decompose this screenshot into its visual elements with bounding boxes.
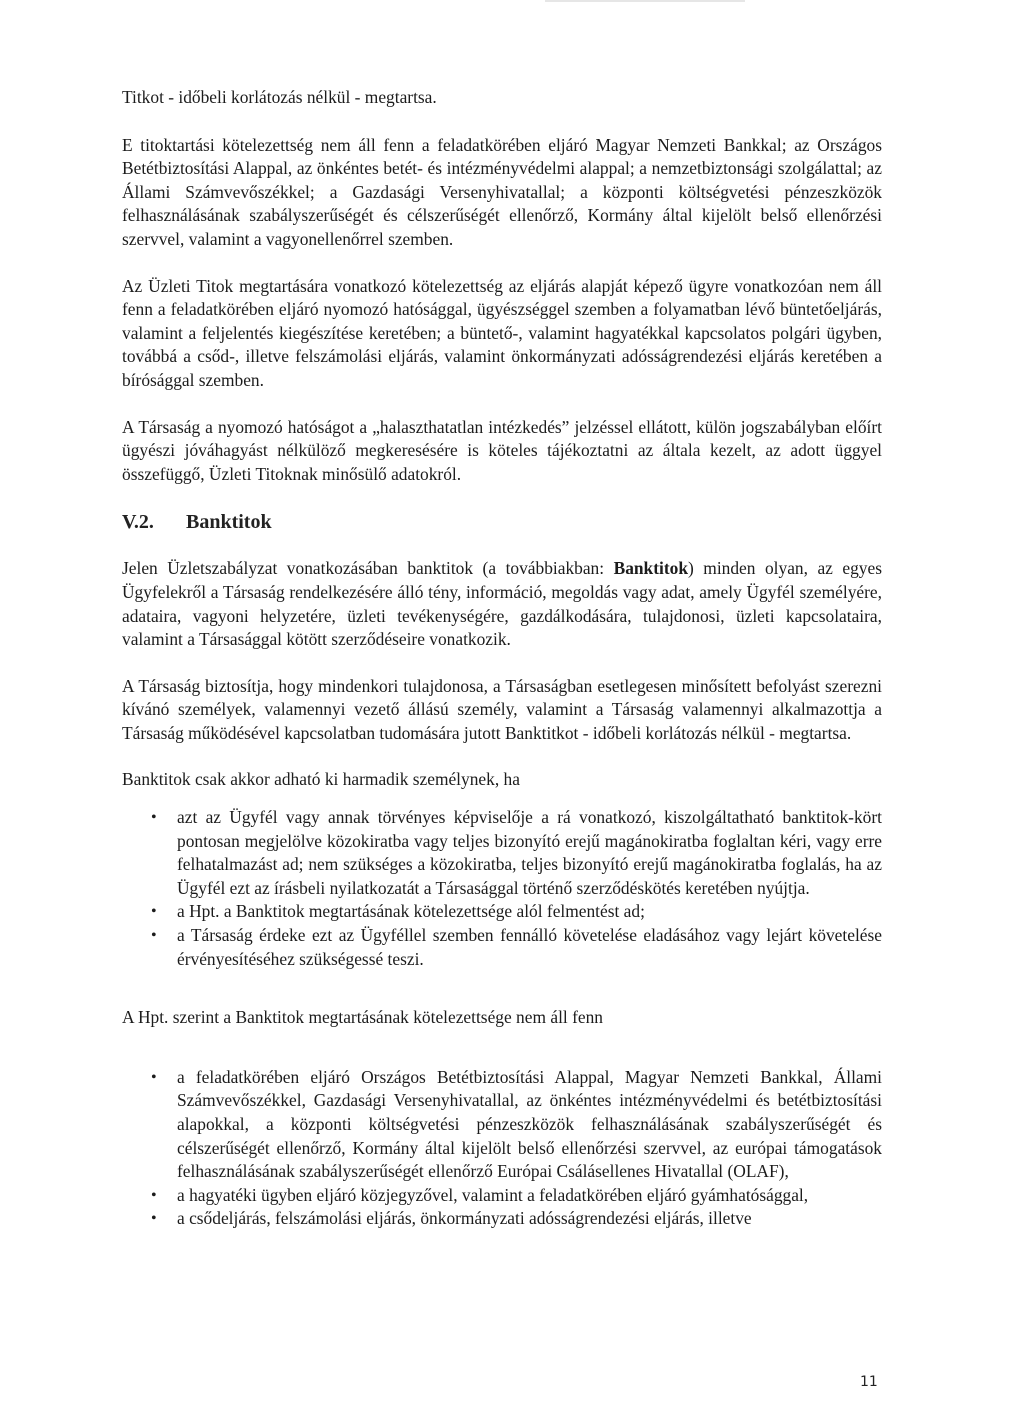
list-item: • a Hpt. a Banktitok megtartásának kötelezettsége alól felmentést ad;	[122, 900, 882, 924]
list-item: • a csődeljárás, felszámolási eljárás, önkormányzati adósságrendezési eljárás, illetve	[122, 1207, 882, 1231]
list-disclosure-conditions	[122, 806, 882, 971]
list-item: • azt az Ügyfél vagy annak törvényes képviselője a rá vonatkozó, kiszolgáltatható banktitok-kört pontosan megjelölve közokiratba vagy teljes bizonyító erejű magánokiratba foglaltan kéri, vagy erre felhatalmazást ad; nem szükséges a közokiratba, teljes bizonyító erejű magánokiratba foglalás, ha az Ügyfél ezt az írásbeli nyilatkozatát a Társasággal történő szerződéskötés keretében nyújtja.	[122, 806, 882, 900]
paragraph-banktitok-definition	[122, 557, 882, 651]
paragraph-uzleti-titok-exceptions: Az Üzleti Titok megtartására vonatkozó kötelezettség az eljárás alapját képező ügyre vonatkozóan nem áll fenn a feladatkörében eljáró nyomozó hatósággal, ügyészséggel szemben a folyamatban lévő büntetőeljárás, valamint a feljelentés kiegészítése keretében; a büntető-, valamint hagyatékkal kapcsolatos polgári ügyben, továbbá a csőd-, illetve felszámolási eljárás, valamint önkormányzati adósságrendezési eljárás keretében a bírósággal szemben.	[122, 275, 882, 390]
page-content	[122, 86, 882, 1254]
list-item: • a hagyatéki ügyben eljáró közjegyzővel, valamint a feladatkörében eljáró gyámhatósággal,	[122, 1184, 882, 1208]
list-item: • a Társaság érdeke ezt az Ügyféllel szemben fennálló követelése eladásához vagy lejárt követelése érvényesítéséhez szükségessé teszi.	[122, 924, 882, 971]
definition-text-end: ) minden olyan, az egyes Ügyfelekről a Társaság rendelkezésére álló tény, információ, megoldás vagy adat, amely Ügyfél személyére, adataira, vagyoni helyzetére, üzleti tevékenységére, gazdálkodására, tulajdonosi, üzleti kapcsolataira, valamint a Társasággal kötött szerződéseire vonatkozik.	[122, 558, 882, 650]
paragraph-banktitok-keeping: A Társaság biztosítja, hogy mindenkori tulajdonosa, a Társaságban esetlegesen minősített befolyást szerezni kívánó személyek, valamennyi vezető állású személy, valamint a Társaság valamennyi alkalmazottja a Társaság működésével kapcsolatban tudomására jutott Banktitkot - időbeli korlátozás nélkül - megtartsa.	[122, 675, 882, 743]
list-hpt-exceptions	[122, 1066, 882, 1231]
section-heading	[122, 509, 882, 535]
definition-term: Banktitok	[613, 558, 689, 579]
continuation-line: Titkot - időbeli korlátozás nélkül - megtartsa.	[122, 87, 437, 107]
list-item: • a feladatkörében eljáró Országos Betétbiztosítási Alappal, Magyar Nemzeti Bankkal, Állami Számvevőszékkel, Gazdasági Versenyhivatallal, az önkéntes intézményvédelmi és betétbiztosítási alapokkal, a központi költségvetési pénzeszközök felhasználásának szabályszerűségét és célszerűségét ellenőrző, Kormány által kijelölt belső ellenőrzési szervvel, az európai támogatások felhasználásának szabályszerűségét ellenőrző Európai Csálásellenes Hivatallal (OLAF),	[122, 1066, 882, 1184]
definition-text-start: Jelen Üzletszabályzat vonatkozásában banktitok (a továbbiakban:	[122, 558, 614, 579]
list2-intro: A Hpt. szerint a Banktitok megtartásának kötelezettsége nem áll fenn	[122, 1007, 603, 1028]
section-title: Banktitok	[186, 511, 272, 534]
section-number: V.2.	[122, 511, 154, 534]
scan-edge-line	[545, 0, 745, 2]
page-number: 11	[860, 1374, 878, 1390]
paragraph-titoktartas-exceptions: E titoktartási kötelezettség nem áll fenn a feladatkörében eljáró Magyar Nemzeti Bankkal; az Országos Betétbiztosítási Alappal, az önkéntes betét- és intézményvédelmi alappal; a nemzetbiztonsági szolgálattal; az Állami Számvevőszékkel; a Gazdasági Versenyhivatallal; a központi költségvetési pénzeszközök felhasználásának szabályszerűségét és célszerűségét ellenőrző, Kormány által kijelölt belső ellenőrzési szervvel, valamint a vagyonellenőrrel szemben.	[122, 134, 882, 249]
list1-intro: Banktitok csak akkor adható ki harmadik személynek, ha	[122, 769, 520, 790]
paragraph-nyomozo-hatosag: A Társaság a nyomozó hatóságot a „halaszthatatlan intézkedés” jelzéssel ellátott, külön jogszabályban előírt ügyészi jóváhagyást nélkülöző megkeresésére is köteles tájékoztatni az általa kezelt, az adott üggyel összefüggő, Üzleti Titoknak minősülő adatokról.	[122, 416, 882, 484]
